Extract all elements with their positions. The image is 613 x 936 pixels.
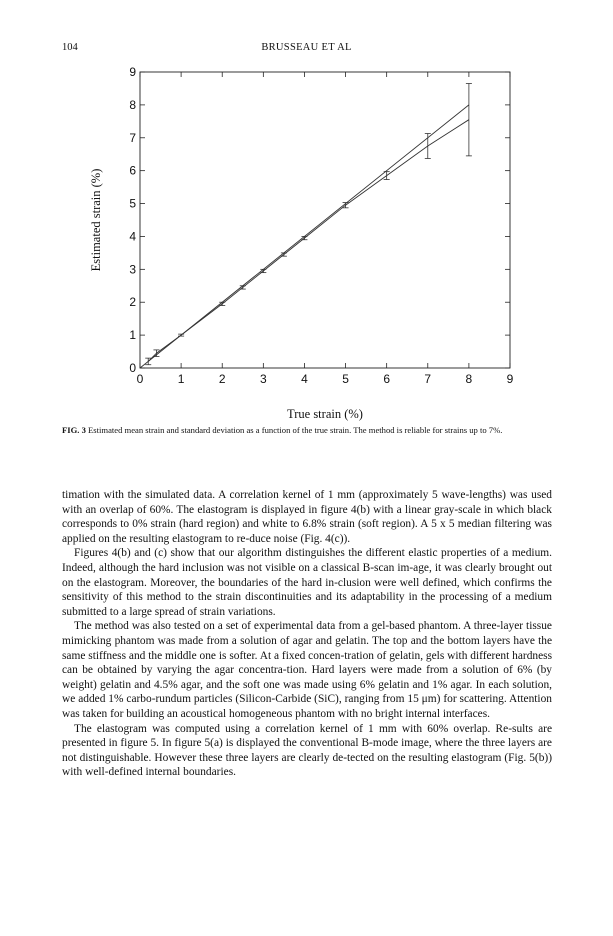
figure-caption — [62, 425, 552, 436]
running-head: BRUSSEAU ET AL — [261, 42, 352, 53]
paragraph-3: The method was also tested on a set of experimental data from a gel-based phantom. A three-layer tissue mimicking phantom was made from a solution of agar and gelatin. The top and the bottom layers have the same stiffness and the middle one is softer. At a fixed concen-tration of gelatin, gels with different hardness can be obtained by varying the agar concentra-tion. Hard layers were made from a solution of 6% (by weight) gelatin and 4.5% agar, and the soft one was made using 6% gelatin and 1% agar. In each solution, we added 1% carbo-rundum particles (Silicon-Carbide (SiC), ranging from 15 μm) for scattering. Attention was taken for building an acoustical homogeneous phantom with no bright internal interfaces. — [62, 620, 552, 720]
figure-caption-text: Estimated mean strain and standard deviation as a function of the true strain. The method is reliable for strains up to 7%. — [88, 425, 503, 435]
x-tick-label: 6 — [383, 372, 391, 386]
page-number: 104 — [62, 42, 78, 53]
estimated-line — [148, 120, 469, 362]
y-tick-label: 1 — [129, 328, 136, 343]
strain-chart — [60, 62, 560, 422]
x-tick-label: 2 — [218, 372, 226, 386]
y-tick-label: 8 — [129, 97, 136, 112]
y-tick-label: 5 — [129, 196, 136, 211]
y-tick-label: 7 — [129, 130, 136, 145]
y-tick-label: 3 — [129, 262, 136, 277]
paragraph-2: Figures 4(b) and (c) show that our algorithm distinguishes the different elastic properties of a medium. Indeed, although the hard inclusion was not visible on a classical B-scan im-age, it was clearly brought out on the elastogram. Moreover, the boundaries of the hard in-clusion were well defined, which confirms the sensitivity of this method to the strain discontinuities and its adaptability in the processing of a medium submitted to a large spread of strain variations. — [62, 547, 552, 618]
paragraph-4: The elastogram was computed using a correlation kernel of 1 mm with 60% overlap. Re-sults are presented in figure 5. In figure 5(a) is displayed the conventional B-mode image, where the three layers are not distinguishable. However these three layers are clearly de-tected on the resulting elastogram (Fig. 5(b)) with well-defined internal boundaries. — [62, 722, 552, 779]
y-tick-label: 0 — [129, 361, 136, 375]
x-axis-label: True strain (%) — [287, 407, 363, 421]
x-tick-label: 5 — [342, 372, 349, 386]
paragraph-1: timation with the simulated data. A correlation kernel of 1 mm (approximately 5 wave-lengths) was used with an overlap of 60%. The elastogram is displayed in figure 4(b) with a linear gray-scale in which black corresponds to 0% strain (hard region) and white to 6.8% strain (soft region). A 5 x 5 median filtering was applied on the resulting elastogram to re-duce noise (Fig. 4(c)). — [62, 489, 552, 545]
y-axis-label: Estimated strain (%) — [89, 168, 103, 272]
x-tick-label: 0 — [136, 372, 144, 386]
y-tick-label: 4 — [129, 229, 136, 244]
x-tick-label: 8 — [465, 372, 473, 386]
body-text — [62, 488, 552, 780]
y-tick-label: 2 — [129, 295, 136, 310]
x-tick-label: 1 — [177, 372, 185, 386]
x-tick-label: 4 — [301, 372, 308, 386]
figure-label: FIG. 3 — [62, 425, 86, 435]
y-tick-label: 9 — [129, 65, 136, 79]
page-header — [0, 42, 613, 58]
y-tick-label: 6 — [129, 163, 136, 178]
x-tick-label: 7 — [424, 372, 432, 386]
x-tick-label: 9 — [506, 372, 514, 386]
figure-3 — [60, 62, 560, 421]
x-tick-label: 3 — [259, 372, 267, 386]
